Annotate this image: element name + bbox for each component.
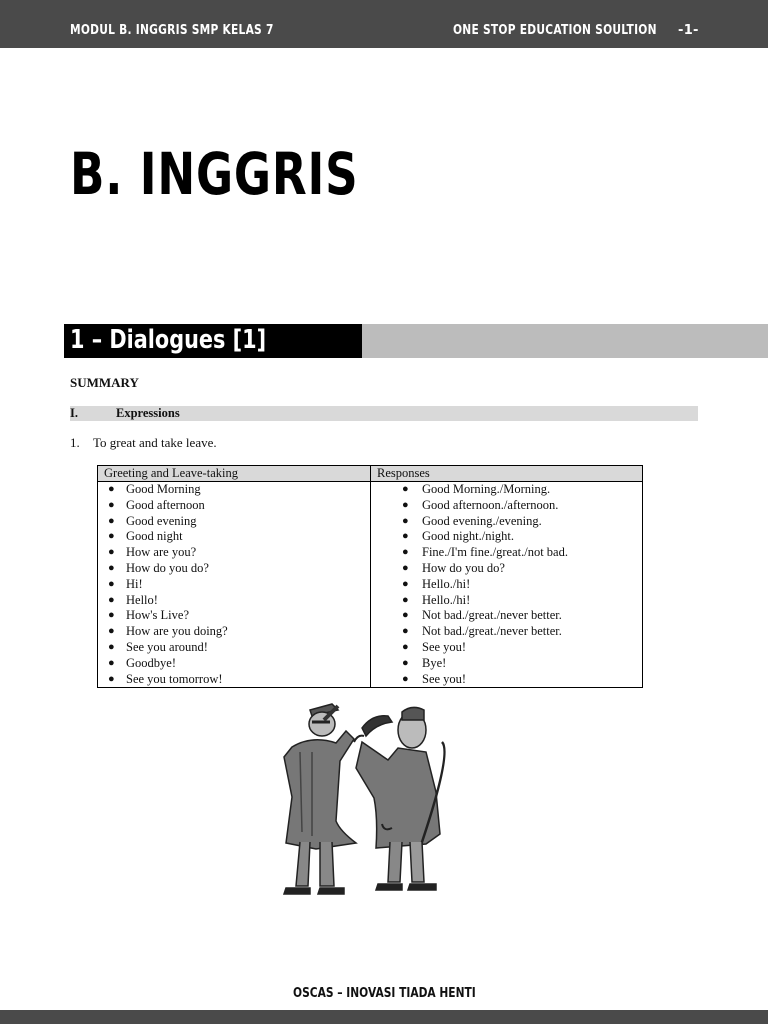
greeting-text: Hi! [126,576,143,591]
greeting-item [98,577,370,593]
footer-bar [0,1010,768,1024]
bullet-icon: ● [108,640,115,653]
response-item [371,672,642,688]
bullet-icon: ● [402,561,409,574]
greeting-item [98,608,370,624]
bullet-icon: ● [108,483,115,495]
bullet-icon: ● [108,498,115,511]
response-text: Not bad./great./never better. [422,624,562,639]
greeting-item [98,561,370,577]
response-item [371,577,642,593]
section-heading-bar [64,324,768,358]
response-text: Good Morning./Morning. [422,482,551,496]
expressions-heading [70,406,698,421]
page-header [0,0,768,48]
greeting-text: How are you? [126,545,197,560]
response-text: Good night./night. [422,529,515,544]
greeting-text: See you around! [126,639,208,654]
greeting-item [98,656,370,672]
page-title: B. INGGRIS [70,140,359,208]
bullet-icon: ● [402,593,409,606]
greetings-list [98,482,370,687]
bullet-icon: ● [402,656,409,669]
response-item [371,529,642,545]
greeting-text: How's Live? [126,608,190,623]
column-header-greetings: Greeting and Leave-taking [98,466,371,482]
footer-text: OSCAS – INOVASI TIADA HENTI [292,986,476,1001]
bullet-icon: ● [108,593,115,606]
column-header-responses: Responses [371,466,643,482]
bullet-icon: ● [108,609,115,622]
greeting-text: Hello! [126,592,158,607]
summary-heading: SUMMARY [70,375,139,390]
response-item [371,640,642,656]
response-item [371,608,642,624]
response-text: Good afternoon./afternoon. [422,497,559,512]
greeting-item [98,624,370,640]
response-text: See you! [422,639,467,654]
response-text: Not bad./great./never better. [422,608,562,623]
bullet-icon: ● [402,483,409,495]
header-module-title: MODUL B. INGGRIS SMP KELAS 7 [70,23,274,38]
bullet-icon: ● [108,672,115,685]
bullet-icon: ● [402,640,409,653]
bullet-icon: ● [402,546,409,559]
response-item [371,482,642,498]
instruction-line [70,435,217,451]
responses-cell [371,482,643,688]
greeting-item [98,498,370,514]
greeting-item [98,640,370,656]
greeting-text: Good Morning [126,482,201,496]
greeting-item [98,545,370,561]
bullet-icon: ● [108,577,115,590]
response-text: Fine./I'm fine./great./not bad. [422,545,568,560]
section-heading-label: 1 – Dialogues [1] [70,325,267,355]
response-item [371,514,642,530]
instruction-text: To great and take leave. [93,435,217,450]
response-text: How do you do? [422,560,505,575]
bullet-icon: ● [402,672,409,685]
bullet-icon: ● [402,498,409,511]
instruction-number: 1. [70,435,80,450]
greeting-text: How do you do? [126,560,209,575]
header-tagline: ONE STOP EDUCATION SOULTION [453,23,657,38]
response-item [371,624,642,640]
greeting-item [98,482,370,498]
greeting-text: Good evening [126,513,197,528]
header-page-number: -1- [678,23,699,38]
response-text: Hello./hi! [422,576,471,591]
responses-list [371,482,642,687]
page-footer [0,986,768,1001]
response-text: Hello./hi! [422,592,471,607]
greeting-text: Good afternoon [126,497,205,512]
greeting-text: See you tomorrow! [126,671,223,686]
greeting-item [98,672,370,688]
bullet-icon: ● [108,530,115,543]
bullet-icon: ● [108,546,115,559]
response-text: Bye! [422,655,447,670]
response-item [371,561,642,577]
bullet-icon: ● [108,561,115,574]
expressions-table [97,465,643,688]
bullet-icon: ● [402,609,409,622]
greeting-item [98,514,370,530]
response-item [371,656,642,672]
greeting-item [98,593,370,609]
greetings-cell [98,482,371,688]
bullet-icon: ● [108,625,115,638]
greeting-text: Good night [126,529,183,544]
greeting-text: How are you doing? [126,624,228,639]
expressions-number: I. [70,406,78,420]
bullet-icon: ● [108,514,115,527]
bullet-icon: ● [402,625,409,638]
bullet-icon: ● [402,514,409,527]
response-item [371,545,642,561]
response-text: Good evening./evening. [422,513,542,528]
bullet-icon: ● [108,656,115,669]
response-item [371,593,642,609]
greeting-men-illustration [262,692,470,902]
greeting-text: Goodbye! [126,655,176,670]
expressions-label: Expressions [116,406,180,420]
response-text: See you! [422,671,467,686]
bullet-icon: ● [402,577,409,590]
greeting-item [98,529,370,545]
response-item [371,498,642,514]
bullet-icon: ● [402,530,409,543]
